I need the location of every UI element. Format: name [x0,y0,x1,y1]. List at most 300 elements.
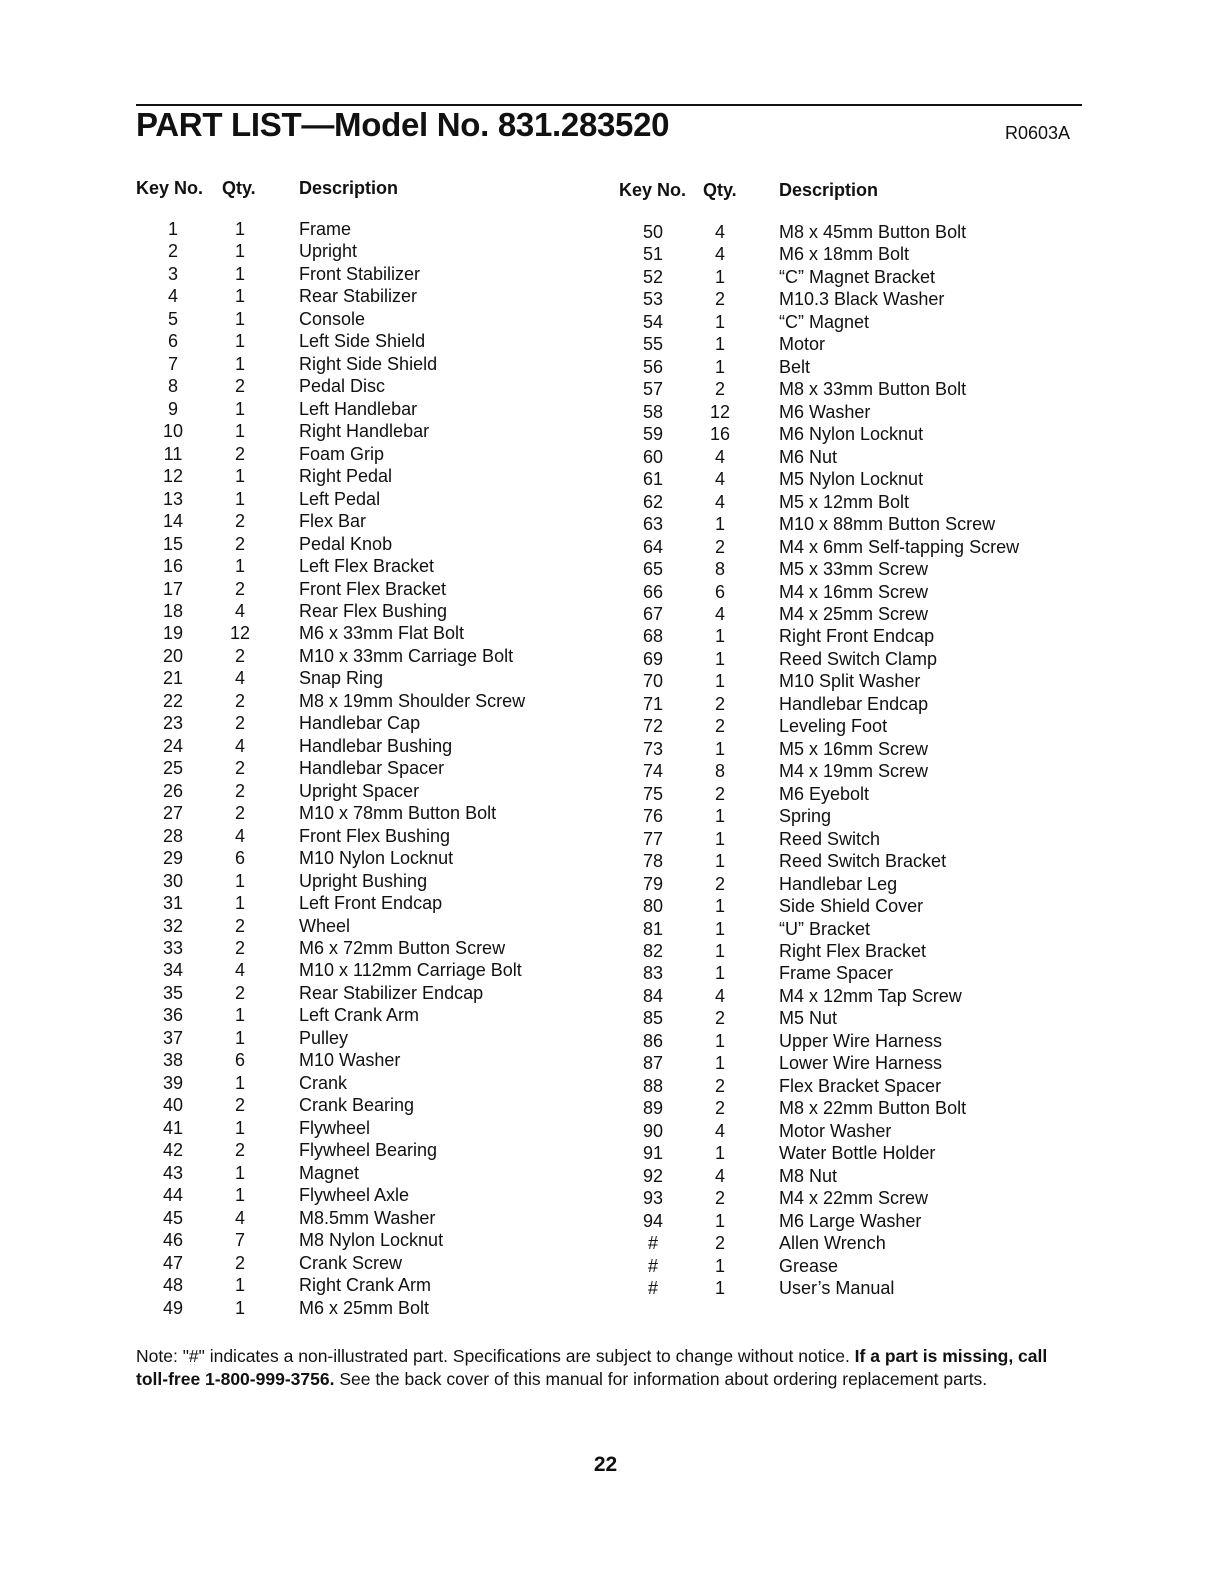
key-number: 62 [642,491,664,512]
key-number: 18 [162,600,184,621]
quantity: 6 [234,1050,245,1071]
part-description: M8.5mm Washer [299,1207,436,1228]
key-number: 86 [642,1030,664,1051]
part-row [0,536,1100,558]
part-description: Crank Bearing [299,1095,415,1116]
key-number: 47 [162,1252,184,1273]
quantity: 2 [234,690,245,711]
part-description: Right Crank Arm [299,1275,432,1296]
quantity: 1 [234,1297,245,1318]
part-row [0,581,1100,603]
part-description: M8 Nut [779,1165,838,1186]
quantity: 2 [234,915,245,936]
quantity: 1 [234,353,245,374]
quantity: 1 [714,1210,725,1231]
quantity: 2 [234,1252,245,1273]
key-number: 23 [162,713,184,734]
part-description: Reed Switch Bracket [779,851,947,872]
quantity: 1 [714,828,725,849]
quantity: 1 [714,1255,725,1276]
quantity: 2 [234,982,245,1003]
key-number: # [647,1278,658,1299]
part-row [0,738,1100,760]
key-number: # [647,1233,658,1254]
part-description: M6 Large Washer [779,1210,922,1231]
key-number: 67 [642,603,664,624]
quantity: 2 [714,1233,725,1254]
quantity: 1 [234,1162,245,1183]
quantity: 4 [714,446,725,467]
key-number: 40 [162,1095,184,1116]
part-row [0,873,1100,895]
quantity: 1 [714,806,725,827]
part-description: Rear Stabilizer [299,286,418,307]
quantity: 4 [234,735,245,756]
part-description: Handlebar Leg [779,873,898,894]
quantity: 2 [714,873,725,894]
part-description: M6 Washer [779,401,871,422]
quantity: 1 [714,648,725,669]
part-description: Front Flex Bushing [299,825,451,846]
part-description: Handlebar Endcap [779,693,929,714]
part-row [0,491,1100,513]
quantity: 1 [234,1117,245,1138]
quantity: 1 [714,941,725,961]
part-description: M6 x 25mm Bolt [299,1297,430,1318]
part-description: M10 x 78mm Button Bolt [299,803,497,824]
quantity: 1 [234,466,245,487]
part-row [0,1255,1100,1277]
key-number: 22 [162,690,184,711]
key-number: 58 [642,401,664,422]
key-number: 17 [162,578,184,599]
part-description: M6 Nut [779,446,838,467]
key-number: 69 [642,648,664,669]
quantity: 1 [714,896,725,917]
part-description: Handlebar Bushing [299,735,453,756]
part-description: M6 x 18mm Bolt [779,244,910,265]
key-number: 6 [167,331,178,352]
part-description: Left Crank Arm [299,1005,420,1026]
quantity: 6 [234,848,245,869]
key-number: 43 [162,1162,184,1183]
part-description: M6 Nylon Locknut [779,424,924,445]
key-number: # [647,1255,658,1276]
quantity: 1 [234,1005,245,1026]
part-description: Right Front Endcap [779,626,935,647]
key-number: 42 [162,1140,184,1161]
key-number: 53 [642,289,664,310]
part-description: M4 x 19mm Screw [779,761,929,782]
part-description: Handlebar Spacer [299,758,445,779]
part-row [0,895,1100,917]
key-number: 10 [162,421,184,442]
part-description: M6 x 72mm Button Screw [299,938,506,958]
quantity: 2 [234,1140,245,1161]
key-number: 30 [162,870,184,891]
header-qty: Qty. [222,178,256,198]
key-number: 34 [162,960,184,981]
page-number: 22 [593,1453,618,1476]
quantity: 1 [234,286,245,307]
quantity: 1 [714,738,725,759]
quantity: 2 [714,1075,725,1096]
key-number: 75 [642,783,664,804]
quantity: 1 [234,870,245,891]
part-description: M10 Washer [299,1050,401,1071]
part-description: Flywheel [299,1117,371,1138]
part-description: Water Bottle Holder [779,1143,936,1164]
quantity: 1 [714,1278,725,1299]
key-number: 80 [642,896,664,917]
part-description: M8 x 22mm Button Bolt [779,1098,967,1119]
quantity: 8 [714,761,725,782]
part-description: Right Flex Bracket [779,941,927,961]
key-number: 72 [642,716,664,737]
part-description: Spring [779,806,832,827]
part-description: M10.3 Black Washer [779,289,945,310]
part-description: M5 x 12mm Bolt [779,491,910,512]
key-number: 3 [167,263,178,284]
key-number: 73 [642,738,664,759]
part-description: Console [299,308,366,329]
quantity: 1 [714,514,725,535]
part-row [0,1165,1100,1187]
key-number: 20 [162,645,184,666]
part-row [0,918,1100,940]
quantity: 4 [234,1207,245,1228]
quantity: 1 [714,356,725,377]
part-description: M10 Nylon Locknut [299,848,454,869]
key-number: 76 [642,806,664,827]
quantity: 1 [714,626,725,647]
key-number: 51 [642,244,664,265]
key-number: 91 [642,1143,664,1164]
key-number: 89 [642,1098,664,1119]
quantity: 1 [234,1027,245,1048]
key-number: 29 [162,848,184,869]
quantity: 2 [234,803,245,824]
quantity: 2 [714,693,725,714]
key-number: 61 [642,469,664,490]
quantity: 4 [234,668,245,689]
part-description: M10 x 33mm Carriage Bolt [299,645,514,666]
key-number: 60 [642,446,664,467]
key-number: 56 [642,356,664,377]
part-description: Frame Spacer [779,963,894,984]
part-description: M10 x 88mm Button Screw [779,514,996,535]
key-number: 1 [167,219,178,239]
key-number: 2 [167,241,178,262]
part-description: Handlebar Cap [299,713,421,734]
quantity: 1 [714,671,725,692]
part-description: Upright Bushing [299,870,428,891]
key-number: 28 [162,825,184,846]
key-number: 79 [642,873,664,894]
quantity: 2 [234,511,245,532]
part-row [0,1030,1100,1052]
part-row [0,1232,1100,1254]
quantity: 4 [714,222,725,242]
part-description: M8 x 33mm Button Bolt [779,379,967,400]
part-description: M6 x 33mm Flat Bolt [299,623,465,644]
quantity: 4 [714,1165,725,1186]
key-number: 63 [642,514,664,535]
part-description: M8 Nylon Locknut [299,1230,444,1251]
part-row [0,715,1100,737]
part-row [0,356,1100,378]
part-row [0,221,1100,243]
key-number: 31 [162,893,184,914]
key-number: 65 [642,559,664,580]
part-row [0,333,1100,355]
part-row [0,446,1100,468]
header-key-no: Key No. [619,180,687,200]
part-description: User’s Manual [779,1278,895,1299]
part-description: “C” Magnet [779,311,870,332]
part-description: M5 x 33mm Screw [779,559,929,580]
part-row [0,513,1100,535]
note-text: Note: "#" indicates a non-illustrated part. Specifications are subject to change without notice. [136,1346,855,1366]
key-number: 93 [642,1188,664,1209]
part-description: “C” Magnet Bracket [779,266,936,287]
key-number: 36 [162,1005,184,1026]
key-number: 16 [162,556,184,577]
quantity: 2 [234,645,245,666]
part-row [0,468,1100,490]
part-description: Left Handlebar [299,398,418,419]
quantity: 1 [714,1030,725,1051]
part-description: Pedal Knob [299,533,393,554]
quantity: 1 [714,311,725,332]
part-row [0,423,1100,445]
part-description: Snap Ring [299,668,384,689]
part-row [0,1142,1100,1164]
key-number: 68 [642,626,664,647]
key-number: 88 [642,1075,664,1096]
key-number: 12 [162,466,184,487]
part-description: Left Front Endcap [299,893,443,914]
quantity: 4 [234,825,245,846]
part-row [0,625,1100,647]
part-description: M5 x 16mm Screw [779,738,929,759]
key-number: 32 [162,915,184,936]
key-number: 39 [162,1072,184,1093]
key-number: 4 [167,286,178,307]
part-description: M10 Split Washer [779,671,921,692]
quantity: 12 [229,623,251,644]
quantity: 1 [234,241,245,262]
part-description: Right Handlebar [299,421,430,442]
quantity: 1 [234,1185,245,1206]
part-row [0,401,1100,423]
key-number: 19 [162,623,184,644]
part-description: Side Shield Cover [779,896,924,917]
quantity: 4 [234,960,245,981]
key-number: 87 [642,1053,664,1074]
part-row [0,670,1100,692]
part-description: Pulley [299,1027,349,1048]
quantity: 4 [714,1120,725,1141]
part-description: Flex Bar [299,511,367,532]
header-description: Description [779,180,879,200]
quantity: 2 [714,536,725,557]
part-row [0,603,1100,625]
key-number: 78 [642,851,664,872]
part-description: Leveling Foot [779,716,888,737]
key-number: 64 [642,536,664,557]
header-description: Description [299,178,399,198]
quantity: 1 [714,851,725,872]
part-description: Left Pedal [299,488,381,509]
quantity: 4 [714,603,725,624]
key-number: 15 [162,533,184,554]
part-description: M4 x 12mm Tap Screw [779,985,962,1006]
page-title: PART LIST—Model No. 831.283520 [136,106,670,143]
part-row [0,311,1100,333]
part-description: Right Side Shield [299,353,438,374]
key-number: 24 [162,735,184,756]
key-number: 38 [162,1050,184,1071]
key-number: 11 [163,443,183,464]
part-row [0,266,1100,288]
quantity: 1 [714,1053,725,1074]
key-number: 49 [162,1297,184,1318]
part-description: Left Side Shield [299,331,426,352]
key-number: 84 [642,985,664,1006]
part-description: Upright [299,241,358,262]
quantity: 7 [234,1230,245,1251]
part-description: Upright Spacer [299,780,420,801]
quantity: 2 [714,1008,725,1029]
quantity: 1 [234,398,245,419]
key-number: 52 [642,266,664,287]
part-row [0,1210,1100,1232]
quantity: 2 [714,289,725,310]
quantity: 16 [709,424,731,445]
part-row [0,1075,1100,1097]
key-number: 54 [642,311,664,332]
part-description: Motor Washer [779,1120,892,1141]
quantity: 1 [234,308,245,329]
quantity: 1 [714,918,725,939]
part-description: Magnet [299,1162,360,1183]
part-description: Crank Screw [299,1252,403,1273]
part-row [0,1007,1100,1029]
key-number: 74 [642,761,664,782]
key-number: 13 [162,488,184,509]
part-description: Front Flex Bracket [299,578,447,599]
quantity: 2 [714,716,725,737]
part-description: M8 x 45mm Button Bolt [779,222,967,242]
part-description: Crank [299,1072,348,1093]
key-number: 70 [642,671,664,692]
part-row [0,378,1100,400]
part-description: Belt [779,356,811,377]
quantity: 1 [234,556,245,577]
key-number: 45 [162,1207,184,1228]
part-description: Wheel [299,915,351,936]
header-key-no: Key No. [136,178,204,198]
key-number: 48 [162,1275,184,1296]
key-number: 90 [642,1120,664,1141]
part-description: “U” Bracket [779,918,871,939]
quantity: 1 [234,488,245,509]
part-row [0,1120,1100,1142]
quantity: 1 [714,963,725,984]
key-number: 21 [162,668,184,689]
key-number: 27 [162,803,184,824]
quantity: 2 [234,1095,245,1116]
part-row [0,985,1100,1007]
part-row [0,288,1100,310]
quantity: 4 [714,469,725,490]
part-description: Flywheel Bearing [299,1140,438,1161]
quantity: 2 [714,783,725,804]
part-row [0,1277,1100,1299]
part-description: M4 x 6mm Self-tapping Screw [779,536,1020,557]
part-row [0,558,1100,580]
part-description: Grease [779,1255,839,1276]
part-description: Frame [299,219,352,239]
quantity: 2 [714,379,725,400]
key-number: 82 [642,941,664,961]
part-row [0,1297,700,1319]
part-row [0,850,1100,872]
quantity: 1 [234,331,245,352]
quantity: 2 [234,578,245,599]
part-description: M4 x 22mm Screw [779,1188,929,1209]
part-description: M8 x 19mm Shoulder Screw [299,690,526,711]
quantity: 2 [234,376,245,397]
part-description: Left Flex Bracket [299,556,435,577]
quantity: 1 [234,263,245,284]
key-number: 25 [162,758,184,779]
key-number: 59 [642,424,664,445]
quantity: 2 [714,1098,725,1119]
part-row [0,243,1100,265]
part-row [0,760,1100,782]
part-description: M4 x 16mm Screw [779,581,929,602]
key-number: 85 [642,1008,664,1029]
key-number: 35 [162,982,184,1003]
quantity: 2 [234,780,245,801]
key-number: 33 [162,938,184,958]
key-number: 92 [642,1165,664,1186]
footnote [136,1345,1081,1390]
key-number: 57 [642,379,664,400]
part-description: M5 Nut [779,1008,838,1029]
quantity: 2 [234,758,245,779]
key-number: 77 [642,828,664,849]
note-missing-part: If a part is missing, call toll-free 1-800-999-3756. [136,1346,1048,1389]
part-description: M4 x 25mm Screw [779,603,929,624]
key-number: 83 [642,963,664,984]
quantity: 1 [234,1275,245,1296]
quantity: 2 [714,1188,725,1209]
part-description: Allen Wrench [779,1233,886,1254]
part-description: Lower Wire Harness [779,1053,943,1074]
part-description: M10 x 112mm Carriage Bolt [299,960,522,981]
part-description: M6 Eyebolt [779,783,870,804]
quantity: 6 [714,581,725,602]
part-description: Rear Flex Bushing [299,600,448,621]
part-description: Foam Grip [299,443,385,464]
quantity: 1 [234,893,245,914]
key-number: 5 [167,308,178,329]
key-number: 46 [162,1230,184,1251]
part-row [0,783,1100,805]
